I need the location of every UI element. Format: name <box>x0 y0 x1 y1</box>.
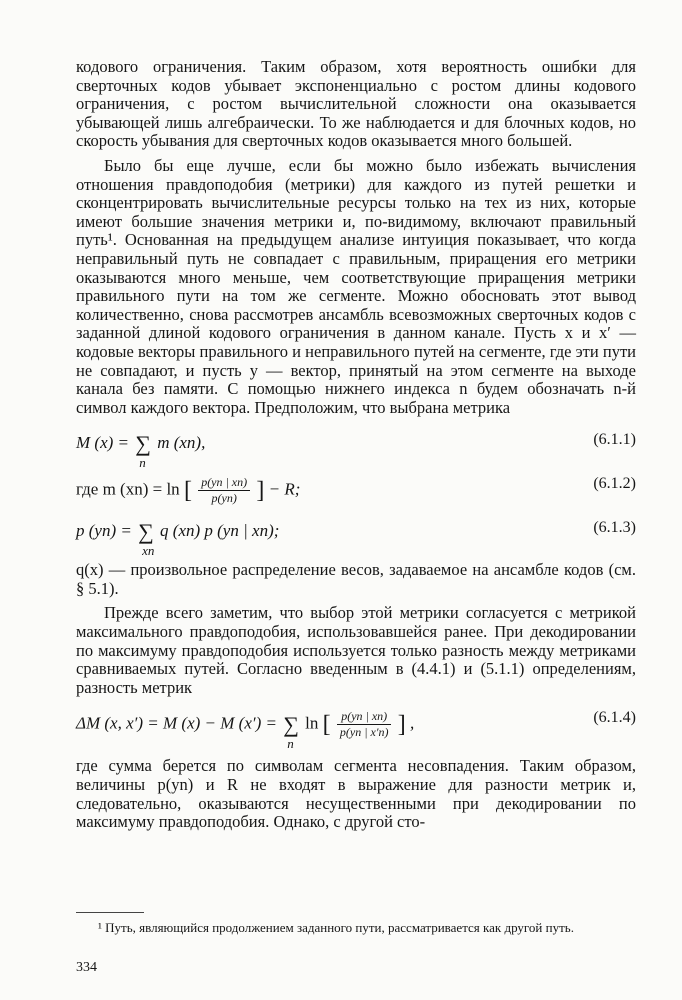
paragraph-4: Прежде всего заметим, что выбор этой метрики согласуется с метрикой максимального правдоподобия, использовавшейся ранее. При декодировании по максимуму правдоподобия используется только разность между метриками сравниваемых путей. Согласно введенным в (4.4.1) и (5.1.1) определениям, разность метрик <box>76 603 636 697</box>
equation-tail: , <box>409 713 415 733</box>
equation-body: q (xn) p (yn | xn); <box>160 521 280 541</box>
sum-index: n <box>287 735 294 751</box>
equation-number: (6.1.4) <box>593 709 636 727</box>
fraction-numerator: p(yn | xn) <box>337 709 392 725</box>
bracket-right: ] <box>256 477 265 504</box>
paragraph-3: q(x) — произвольное распределение весов, задаваемое на ансамбле кодов (см. § 5.1). <box>76 560 636 598</box>
paragraph-2: Было бы еще лучше, если бы можно было избежать вычисления отношения правдоподобия (метрики) для каждого из путей решетки и сконцентрировать вычислительные ресурсы только на тех из них, которые имеют большие значения метрики и, по-видимому, включают правильный путь¹. Основанная на предыдущем анализе интуиция показывает, что когда неправильный путь не совпадает с правильным, приращения его метрики оказываются много меньше, чем соответствующие приращения метрики правильного пути на том же сегменте. Можно обосновать этот вывод количественно, снова рассмотрев ансамбль всевозможных сверточных кодов с заданной длиной кодового ограничения в данном канале. Пусть x и x′ — кодовые векторы правильного и неправильного путей на сегменте, где эти пути не совпадают, и пусть y — вектор, принятый на этом сегменте на выходе канала без памяти. С помощью нижнего индекса n будем обозначать n-й символ каждого вектора. Предположим, что выбрана метрика <box>76 155 636 417</box>
equation-number: (6.1.3) <box>593 519 636 537</box>
sum-symbol: ∑ n <box>135 431 151 471</box>
sum-symbol: ∑ xn <box>138 519 155 559</box>
footnote: ¹ Путь, являющийся продолжением заданного пути, рассматривается как другой путь. <box>98 920 574 935</box>
equation-lhs: ΔM (x, x′) = M (x) − M (x′) = <box>76 713 282 733</box>
fraction <box>198 475 250 506</box>
paragraph-5: где сумма берется по символам сегмента несовпадения. Таким образом, величины p(yn) и R не входят в выражение для разности метрик и, следовательно, оказываются несущественными при декодировании по максимуму правдоподобия. Однако, с другой сто- <box>76 756 636 832</box>
equation-tail: − R; <box>268 479 301 499</box>
equation-lhs: где m (xn) = ln <box>76 479 180 499</box>
fraction-denominator: p(yn | x′n) <box>339 725 389 740</box>
sum-index: n <box>139 455 146 471</box>
sum-index: xn <box>142 543 155 559</box>
page-number: 334 <box>76 960 97 975</box>
equation-lhs: p (yn) = <box>76 521 137 541</box>
equation-6-1-4 <box>76 701 636 757</box>
bracket-left: [ <box>322 711 331 738</box>
equation-lhs: M (x) = <box>76 433 134 453</box>
bracket-left: [ <box>183 477 192 504</box>
footnote-rule <box>76 912 144 913</box>
sum-symbol: ∑ n <box>283 711 299 751</box>
paragraph-1: кодового ограничения. Таким образом, хотя вероятность ошибки для сверточных кодов убывает экспоненциально с ростом длины кодового ограничения, с ростом вычислительной сложности она оказывается убывающей лишь алгебраически. То же наблюдается и для блочных кодов, но скорость убывания для сверточных кодов оказывается много большей. <box>76 57 636 151</box>
fraction-denominator: p(yn) <box>211 491 237 506</box>
equation-number: (6.1.1) <box>593 431 636 449</box>
page-body <box>76 58 636 832</box>
equation-6-1-3 <box>76 511 636 561</box>
fraction-numerator: p(yn | xn) <box>198 475 250 491</box>
fraction <box>337 709 392 740</box>
equation-6-1-2 <box>76 467 636 511</box>
equation-body: m (xn), <box>157 433 206 453</box>
equation-6-1-1 <box>76 423 636 471</box>
log-function: ln <box>305 713 319 733</box>
bracket-right: ] <box>397 711 406 738</box>
equation-number: (6.1.2) <box>593 475 636 493</box>
